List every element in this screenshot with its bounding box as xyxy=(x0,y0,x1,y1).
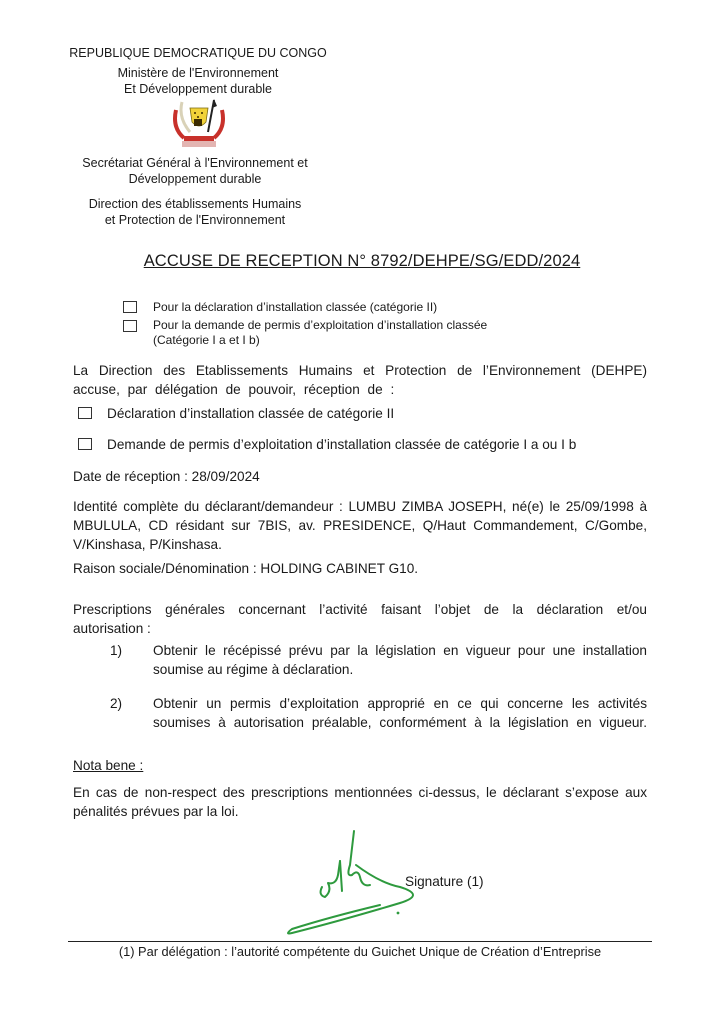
type-option-2-label-line-2: (Catégorie I a et I b) xyxy=(153,333,260,347)
footnote-divider xyxy=(68,941,652,942)
emblem-tusk xyxy=(181,102,190,132)
type-option-1-label: Pour la déclaration d’installation classée (catégorie II) xyxy=(153,300,438,314)
ministry-line-2: Et Développement durable xyxy=(123,82,272,96)
prescription-2-number: 2) xyxy=(110,696,123,711)
signature-stroke xyxy=(340,861,342,891)
checkbox-declaration-cat-ii[interactable] xyxy=(123,301,137,313)
leopard-spot xyxy=(197,116,199,118)
signature-stroke xyxy=(348,831,370,885)
document-title: ACCUSE DE RECEPTION N° 8792/DEHPE/SG/EDD/2024 xyxy=(143,252,581,270)
identity-line-2: MBULULA, CD résidant sur 7BIS, av. PRESIDENCE, Q/Haut Commandement, C/Gombe, xyxy=(73,518,647,533)
prescriptions-intro-line-2: autorisation : xyxy=(73,621,151,636)
footnote: (1) Par délégation : l’autorité compétente du Guichet Unique de Création d’Entreprise xyxy=(118,944,602,959)
nota-bene-line-1: En cas de non-respect des prescriptions mentionnées ci-dessus, le déclarant s’expose aux xyxy=(73,785,647,800)
prescription-2-line-1: Obtenir un permis d’exploitation approprié en ce qui concerne les activités xyxy=(153,696,647,711)
company-name xyxy=(73,559,418,578)
secretariat-line-2: Développement durable xyxy=(128,172,262,186)
type-option-2-label-line-1: Pour la demande de permis d’exploitation d’installation classée xyxy=(153,318,488,332)
prescription-1-number: 1) xyxy=(110,643,123,658)
emblem-motto-scroll xyxy=(184,136,214,141)
intro-line-1: La Direction des Etablissements Humains et Protection de l’Environnement (DEHPE) xyxy=(73,363,647,378)
nota-bene-heading: Nota bene : xyxy=(73,758,144,773)
identity-line-1: Identité complète du déclarant/demandeur : LUMBU ZIMBA JOSEPH, né(e) le 25/09/1998 à xyxy=(73,499,647,514)
prescription-1-line-2: soumise au régime à déclaration. xyxy=(153,662,354,677)
emblem-shield xyxy=(194,119,202,126)
coat-of-arms-emblem xyxy=(168,98,230,148)
ministry-line-1: Ministère de l'Environnement xyxy=(117,66,279,80)
receipt-option-2-label: Demande de permis d’exploitation d’installation classée de catégorie I a ou I b xyxy=(107,437,577,452)
signature-dot xyxy=(397,912,400,915)
country-name: REPUBLIQUE DEMOCRATIQUE DU CONGO xyxy=(69,46,327,60)
emblem-base xyxy=(182,141,216,147)
secretariat-line-1: Secrétariat Général à l'Environnement et xyxy=(82,156,308,170)
identity-line-3: V/Kinshasa, P/Kinshasa. xyxy=(73,537,222,552)
intro-line-2: accuse, par délégation de pouvoir, réception de : xyxy=(73,382,395,397)
prescription-2-line-2: soumises à autorisation préalable, conformément à la législation en vigueur. xyxy=(153,715,647,730)
prescriptions-intro-line-1: Prescriptions générales concernant l’activité faisant l’objet de la déclaration et/ou xyxy=(73,602,647,617)
checkbox-permit-cat-i[interactable] xyxy=(123,320,137,332)
company-value: HOLDING CABINET G10. xyxy=(260,561,419,576)
leopard-spot xyxy=(201,112,203,114)
direction-line-1: Direction des établissements Humains xyxy=(88,197,302,211)
direction-line-2: et Protection de l'Environnement xyxy=(104,213,286,227)
nota-bene-line-2: pénalités prévues par la loi. xyxy=(73,804,239,819)
company-label: Raison sociale/Dénomination : xyxy=(73,561,257,576)
leopard-spot xyxy=(194,112,196,114)
emblem-banner-right xyxy=(214,110,223,138)
reception-date xyxy=(73,467,260,486)
receipt-option-1-label: Déclaration d’installation classée de catégorie II xyxy=(107,406,395,421)
signature-label: Signature (1) xyxy=(405,874,484,889)
checkbox-receipt-declaration[interactable] xyxy=(78,407,92,419)
reception-date-label: Date de réception : xyxy=(73,469,188,484)
reception-date-value: 28/09/2024 xyxy=(191,469,260,484)
signature-stroke xyxy=(321,861,340,897)
prescription-1-line-1: Obtenir le récépissé prévu par la législation en vigueur pour une installation xyxy=(153,643,647,658)
checkbox-receipt-permit[interactable] xyxy=(78,438,92,450)
